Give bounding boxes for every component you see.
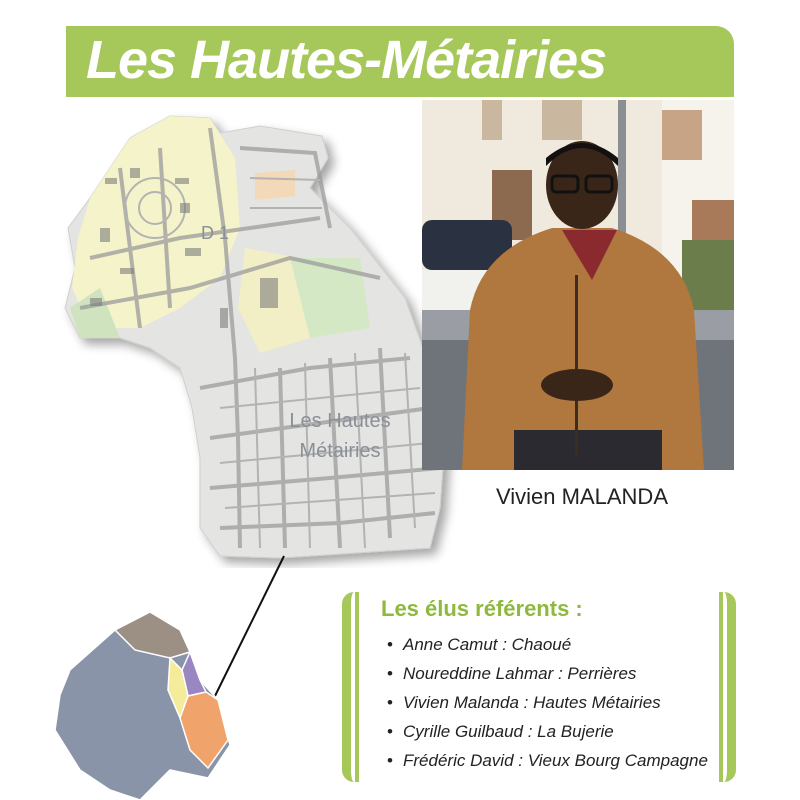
official-entry: Frédéric David : Vieux Bourg Campagne [403, 751, 708, 770]
elected-officials-box [342, 592, 736, 782]
district-label-line1: Les Hautes [289, 410, 391, 432]
official-entry: Vivien Malanda : Hautes Métairies [403, 693, 661, 712]
photo-caption: Vivien MALANDA [496, 484, 668, 509]
district-map [60, 108, 460, 568]
locator-map [40, 600, 250, 800]
list-item [387, 746, 708, 775]
title-underline [66, 94, 734, 97]
bullet-icon: • [387, 751, 393, 770]
official-entry: Noureddine Lahmar : Perrières [403, 664, 637, 683]
list-item [387, 717, 708, 746]
portrait-illustration [422, 100, 734, 470]
portrait-photo [422, 100, 734, 470]
elected-officials-title: Les élus référents : [381, 596, 583, 621]
district-map-drawing [60, 108, 460, 568]
list-item [387, 659, 708, 688]
road-label: D 1 [200, 223, 229, 243]
district-label-line2: Métairies [299, 440, 381, 462]
window-frame [662, 110, 702, 160]
hands [541, 369, 613, 401]
official-entry: Anne Camut : Chaoué [403, 635, 572, 654]
locator-map-drawing [40, 600, 250, 800]
bullet-icon: • [387, 664, 393, 683]
map-area-orange [255, 170, 295, 200]
list-item [387, 630, 708, 659]
bullet-icon: • [387, 722, 393, 741]
bullet-icon: • [387, 635, 393, 654]
page-title: Les Hautes-Métairies [86, 30, 607, 90]
list-item [387, 688, 708, 717]
bullet-icon: • [387, 693, 393, 712]
elected-officials-list [387, 630, 708, 775]
official-entry: Cyrille Guilbaud : La Bujerie [403, 722, 614, 741]
